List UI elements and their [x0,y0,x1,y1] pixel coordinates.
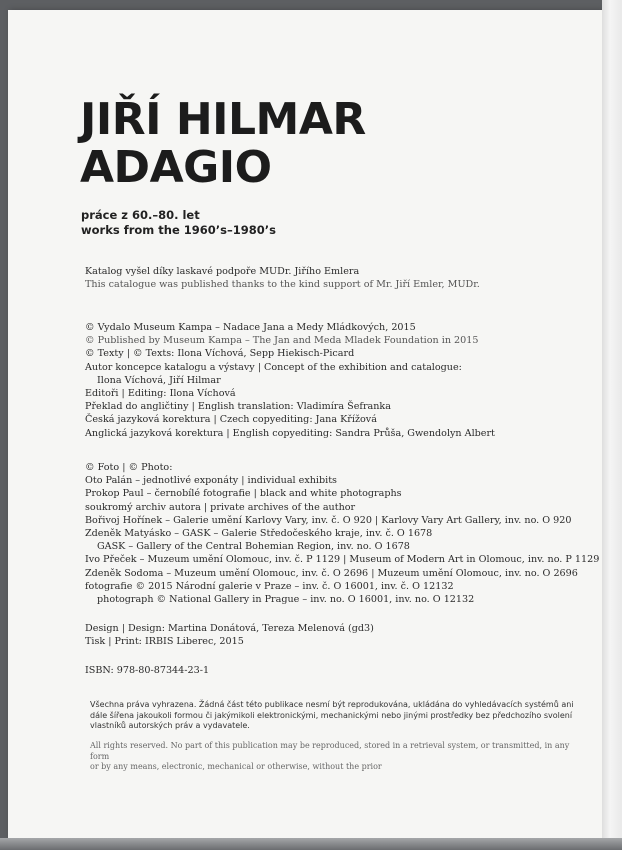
isbn [85,664,555,677]
rights-line: All rights reserved. No part of this publication may be reproduced, stored in a retrieval system, or transmitted, in any form [90,741,570,761]
book-bottom-edge [0,838,622,850]
credit-line: Česká jazyková korektura | Czech copyediting: Jana Křížová [85,414,377,426]
credit-line: © Published by Museum Kampa – The Jan and Meda Mladek Foundation in 2015 [85,335,479,347]
credit-line: © Texty | © Texts: Ilona Víchová, Sepp Hiekisch-Picard [85,348,355,360]
page-edge [602,0,622,850]
photo-line: Zdeněk Sodoma – Muzeum umění Olomouc, inv. č. O 2696 | Muzeum umění Olomouc, inv. no. O 2696 [85,567,578,579]
support-en: This catalogue was published thanks to the kind support of Mr. Jiří Emler, MUDr. [85,279,480,291]
subtitle-en: works from the 1960’s–1980’s [81,223,276,237]
photo-line: photograph © National Gallery in Prague – inv. no. O 16001, inv. no. O 12132 [97,594,475,606]
photo-line: Bořivoj Hořínek – Galerie umění Karlovy Vary, inv. č. O 920 | Karlovy Vary Art Gallery, inv. no. O 920 [85,514,572,526]
rights-line: dále šířena jakoukoli formou či jakýmikoli elektronickými, mechanickými nebo jinými prostředky bez předchozího svolení [90,710,573,720]
photo-line: Ivo Přeček – Muzeum umění Olomouc, inv. č. P 1129 | Museum of Modern Art in Olomouc, inv. no. P 1129 [85,554,600,566]
credit-line: Editoři | Editing: Ilona Víchová [85,388,236,400]
credits-block [85,321,555,440]
photo-line: © Foto | © Photo: [85,462,173,473]
design-line: Design | Design: Martina Donátová, Tereza Melenová (gd3) [85,623,374,634]
title-line-1: JIŘÍ HILMAR [80,94,366,145]
catalogue-page [8,10,602,838]
print-line: Tisk | Print: IRBIS Liberec, 2015 [85,636,244,648]
rights-line: Všechna práva vyhrazena. Žádná část této publikace nesmí být reprodukována, ukládána do vyhledávacích systémů ani [90,700,574,709]
photo-line: soukromý archiv autora | private archives of the author [85,501,356,513]
credit-line: Překlad do angličtiny | English translation: Vladimíra Šefranka [85,401,391,413]
support-cz: Katalog vyšel díky laskavé podpoře MUDr. Jiřího Emlera [85,266,360,277]
photo-line: Prokop Paul – černobílé fotografie | black and white photographs [85,488,402,500]
subtitle-cz: práce z 60.–80. let [81,208,200,222]
rights-line: or by any means, electronic, mechanical or otherwise, without the prior [90,762,382,771]
credit-line: © Vydalo Museum Kampa – Nadace Jana a Medy Mládkových, 2015 [85,322,416,333]
isbn-text: ISBN: 978-80-87344-23-1 [85,665,210,676]
design-block [85,622,555,648]
photo-line: GASK – Gallery of the Central Bohemian Region, inv. no. O 1678 [97,541,410,553]
credit-line: Autor koncepce katalogu a výstavy | Concept of the exhibition and catalogue: [85,361,462,373]
title-line-2: ADAGIO [80,142,272,193]
photo-line: fotografie © 2015 Národní galerie v Praze – inv. č. O 16001, inv. č. O 12132 [85,580,454,592]
photo-line: Zdeněk Matyásko – GASK – Galerie Středočeského kraje, inv. č. O 1678 [85,528,433,540]
credit-line: Ilona Víchová, Jiří Hilmar [97,374,221,386]
rights-line: vlastníků autorských práv a vydavatele. [90,721,250,730]
support-note [85,265,555,291]
rights-cz [90,700,580,732]
photo-credits-block [85,461,600,606]
subtitle [81,208,276,238]
credit-line: Anglická jazyková korektura | English copyediting: Sandra Průša, Gwendolyn Albert [85,427,495,439]
photo-line: Oto Palán – jednotlivé exponáty | individual exhibits [85,475,337,487]
page-title [80,96,366,192]
rights-en [90,741,580,773]
